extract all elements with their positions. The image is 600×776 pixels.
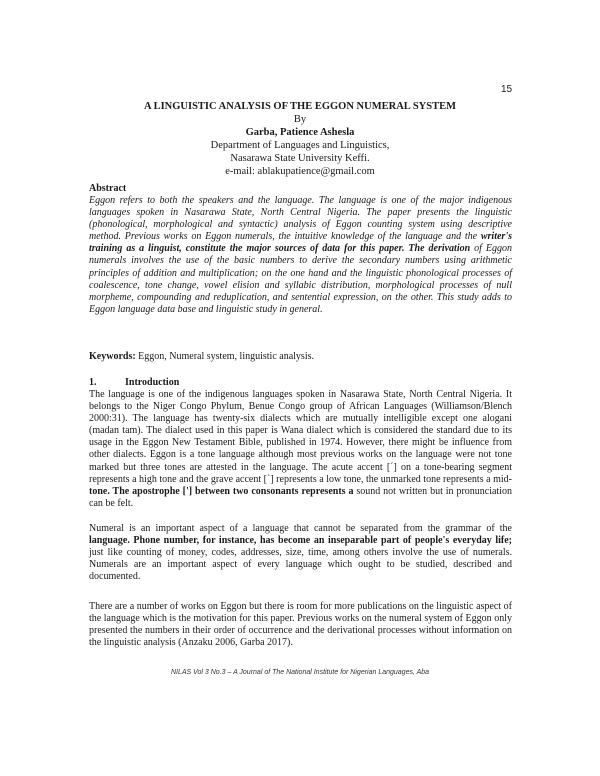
- section-number: 1.: [89, 377, 97, 388]
- intro-paragraph-2: [89, 523, 512, 583]
- keywords: [89, 351, 512, 363]
- para1-part1: The language is one of the indigenous languages spoken in Nasarawa State, North Central Nigeria. It belongs to the Niger Congo Phylum, Benue Congo group of African Languages (Williamson/Blench 2000:31). The language has twenty-six dialects which are mutually intelligible except one alogani (madan tam). The dialect used in this paper is Wana dialect which is considered the standard due to its usage in the Eggon New Testament Bible, published in 1974. However, there might be influence from other dialects. Eggon is a tone language although most previous works on the language were not tone marked but three tones are attested in the language. The acute accent [´] on a tone-bearing segment represents a high tone and the grave accent [`] represents a low tone, the unmarked tone represents a mid-: [89, 389, 512, 485]
- paper-title: A LINGUISTIC ANALYSIS OF THE EGGON NUMERAL SYSTEM: [143, 101, 457, 112]
- para2-part2: just like counting of money, codes, addresses, size, time, among others involve the use of numerals. Numerals are an important aspect of every language which ought to be studied, described and documented.: [89, 547, 512, 583]
- author-email: e-mail: ablakupatience@gmail.com: [225, 166, 375, 177]
- abstract-text-part2: of Eggon numerals involves the use of the basic numbers to derive the secondary numbers using arithmetic principles of addition and multiplication; on the one hand and the linguistic phonological processes of coalescence, tone change, vowel elision and syllabic distribution, morphological processes of null morpheme, compounding and reduplication, and sentential expression, on the other. This study adds to Eggon language data base and linguistic study in general.: [89, 243, 512, 315]
- author-university: Nasarawa State University Keffi.: [230, 153, 370, 164]
- abstract-text-part1: Eggon refers to both the speakers and the language. The language is one of the major indigenous languages spoken in Nasarawa State, North Central Nigeria. The paper presents the linguistic (phonological, morphological and syntactic) analysis of Eggon counting system using descriptive method. Previous works on Eggon numerals, the intuitive knowledge of the language and the: [89, 195, 512, 243]
- section-heading: [89, 377, 512, 389]
- para1-bold: tone. The apostrophe ['] between two consonants represents a: [89, 485, 354, 497]
- keywords-label: Keywords:: [89, 351, 136, 362]
- journal-footer: NILAS Vol 3 No.3 – A Journal of The National Institute for Nigerian Languages, Aba: [170, 669, 430, 676]
- para2-part1: Numeral is an important aspect of a language that cannot be separated from the grammar of the: [89, 523, 512, 534]
- author-name: Garba, Patience Ashesla: [245, 127, 355, 138]
- author-department: Department of Languages and Linguistics,: [210, 140, 390, 151]
- paper-header: [70, 100, 530, 178]
- keywords-text: Eggon, Numeral system, linguistic analysis.: [135, 351, 314, 362]
- para1-part2: sound not written but in pronunciation can be felt.: [89, 485, 512, 509]
- page-number: 15: [501, 84, 513, 95]
- abstract-text-bold: writer's training as a linguist, constitute the major sources of data for this paper. The derivation: [89, 231, 512, 255]
- intro-paragraph-3: There are a number of works on Eggon but there is room for more publications on the linguistic aspect of the language which is the motivation for this paper. Previous works on the numeral system of Eggon only presented the numbers in their order of occurrence and the derivational processes without information on the linguistic analysis (Anzaku 2006, Garba 2017).: [89, 601, 512, 649]
- abstract-text: [89, 195, 512, 316]
- intro-paragraph-1: [89, 389, 512, 510]
- abstract-heading: Abstract: [89, 183, 127, 194]
- section-title: Introduction: [125, 377, 180, 388]
- by-line: By: [293, 114, 307, 125]
- para2-bold: language. Phone number, for instance, has become an inseparable part of people's everyday life;: [89, 535, 512, 547]
